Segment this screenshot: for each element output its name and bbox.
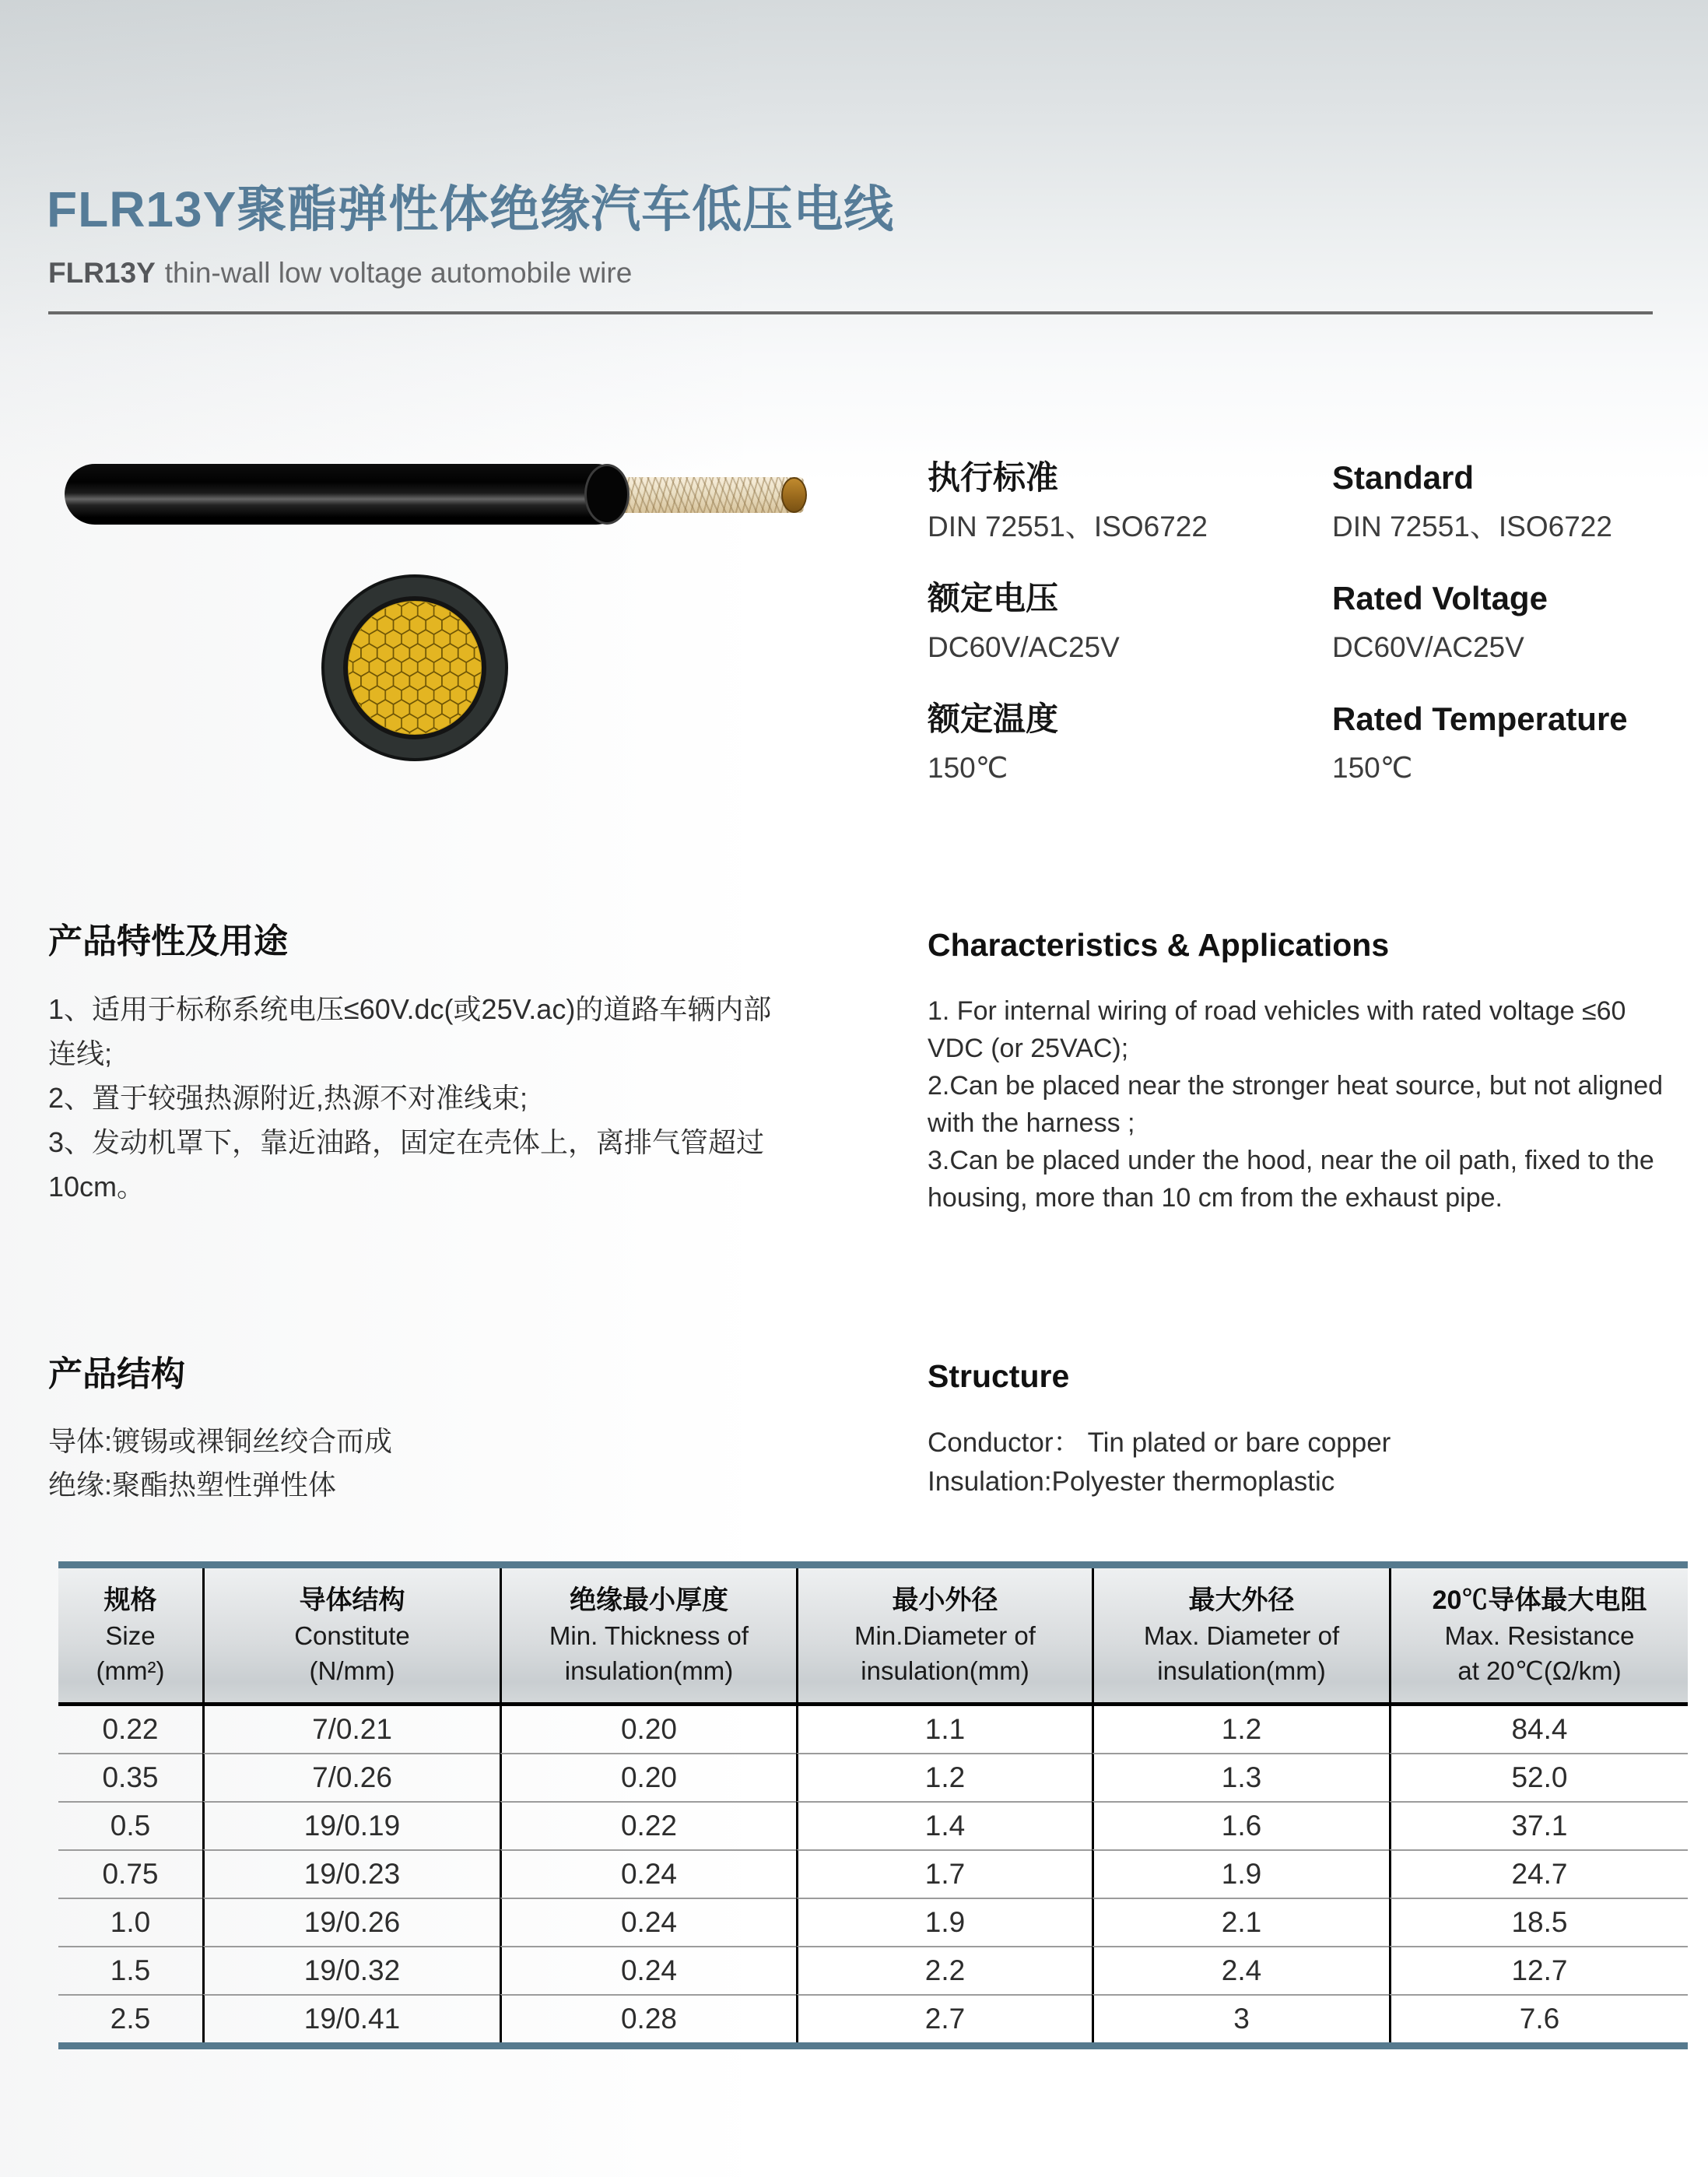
cell-max-diameter: 1.3 [1092,1753,1389,1801]
col-header-unit: at 20℃(Ω/km) [1457,1656,1622,1685]
table-row [58,1801,1688,1849]
spec-label-temperature-zh: 额定温度 [928,700,1059,737]
cell-max-diameter: 2.1 [1092,1898,1389,1946]
cell-max-resistance: 18.5 [1389,1898,1688,1946]
features-section-en [928,928,1706,1217]
features-zh-line: 连线; [48,1038,113,1070]
cell-size: 0.35 [58,1753,202,1801]
subtitle-text: thin-wall low voltage automobile wire [164,257,633,289]
features-heading-zh: 产品特性及用途 [48,922,288,960]
wire-conductor-strands [609,477,804,513]
col-header-en: Size [105,1620,156,1650]
spec-value-temperature-en: 150℃ [1332,751,1413,784]
cell-constitute: 19/0.32 [202,1946,500,1994]
cell-constitute: 7/0.26 [202,1753,500,1801]
cell-constitute: 19/0.26 [202,1898,500,1946]
col-header-max-diameter [1092,1568,1389,1706]
structure-section-en [928,1359,1391,1501]
spec-block-en [1332,461,1708,823]
col-header-en: Min. Thickness of [549,1620,749,1650]
col-header-size [58,1568,202,1706]
cell-max-resistance: 84.4 [1389,1706,1688,1753]
cell-max-diameter: 1.9 [1092,1849,1389,1898]
col-header-constitute [202,1568,500,1706]
table-row [58,1849,1688,1898]
cell-min-thickness: 0.20 [500,1706,796,1753]
cell-size: 2.5 [58,1994,202,2042]
header-divider [48,311,1653,314]
cell-min-thickness: 0.28 [500,1994,796,2042]
col-header-zh: 规格 [103,1585,157,1615]
features-en-line: housing, more than 10 cm from the exhaust pipe. [928,1183,1503,1213]
structure-zh-line: 绝缘:聚酯热塑性弹性体 [48,1469,337,1501]
features-en-line: with the harness ; [928,1108,1135,1139]
cell-size: 0.22 [102,1713,159,1745]
cell-min-diameter: 2.2 [796,1946,1092,1994]
cell-max-resistance: 7.6 [1389,1994,1688,2042]
features-en-line: 2.Can be placed near the stronger heat source, but not aligned [928,1071,1664,1101]
cell-max-resistance: 24.7 [1389,1849,1688,1898]
wire-jacket-end-cap [584,464,630,525]
cell-min-thickness: 0.24 [500,1849,796,1898]
cell-max-diameter: 1.6 [1092,1801,1389,1849]
col-header-min-diameter [796,1568,1092,1706]
cell-constitute: 19/0.41 [202,1994,500,2042]
table-row [58,1753,1688,1801]
cell-min-diameter: 1.4 [796,1801,1092,1849]
cell-size: 0.75 [58,1849,202,1898]
cell-min-thickness: 0.24 [500,1946,796,1994]
cell-min-diameter: 1.7 [796,1849,1092,1898]
features-heading-en: Characteristics & Applications [928,927,1390,963]
col-header-en: Max. Resistance [1444,1620,1635,1650]
structure-zh-line: 导体:镀锡或裸铜丝绞合而成 [48,1425,393,1458]
cell-max-diameter: 1.2 [1092,1706,1389,1753]
col-header-en: Constitute [294,1620,410,1650]
cell-min-diameter: 1.9 [796,1898,1092,1946]
spec-label-voltage-en: Rated Voltage [1332,579,1548,616]
cell-min-diameter: 1.1 [796,1706,1092,1753]
cell-max-resistance: 52.0 [1389,1753,1688,1801]
structure-en-line: Conductor： Tin plated or bare copper [928,1427,1391,1459]
subtitle-model: FLR13Y [48,257,156,289]
col-header-max-resistance [1389,1568,1688,1706]
col-header-zh: 绝缘最小厚度 [570,1585,728,1615]
table-row [58,1946,1688,1994]
table-row [58,1994,1688,2042]
features-en-line: 1. For internal wiring of road vehicles with rated voltage ≤60 [928,996,1626,1027]
spec-table [58,1561,1688,2049]
col-header-zh: 最小外径 [892,1585,998,1615]
spec-value-temperature-zh: 150℃ [928,751,1008,784]
spec-label-standard-zh: 执行标准 [928,459,1059,496]
cell-size: 1.5 [58,1946,202,1994]
features-en-line: VDC (or 25VAC); [928,1034,1129,1064]
spec-label-temperature-en: Rated Temperature [1332,700,1628,737]
col-header-min-thickness [500,1568,796,1706]
wire-copper-tip [781,477,807,513]
cell-max-resistance: 12.7 [1389,1946,1688,1994]
col-header-unit: (N/mm) [309,1656,395,1685]
cell-min-diameter: 1.2 [796,1753,1092,1801]
col-header-unit: insulation(mm) [564,1656,734,1685]
structure-heading-en: Structure [928,1358,1070,1394]
col-header-unit: insulation(mm) [861,1656,1029,1685]
wire-black-jacket [65,464,626,525]
col-header-en: Min.Diameter of [854,1620,1036,1650]
features-section-zh [48,923,771,1209]
cell-size: 1.0 [58,1898,202,1946]
cell-min-thickness: 0.20 [500,1753,796,1801]
spec-value-standard-zh: DIN 72551、ISO6722 [928,511,1208,543]
cross-section-diagram [321,574,509,762]
features-zh-line: 3、发动机罩下，靠近油路，固定在壳体上，离排气管超过 [48,1126,765,1159]
spec-label-standard-en: Standard [1332,459,1475,496]
spec-value-standard-en: DIN 72551、ISO6722 [1332,511,1612,543]
cell-min-thickness: 0.24 [500,1898,796,1946]
table-row [58,1898,1688,1946]
features-en-line: 3.Can be placed under the hood, near the oil path, fixed to the [928,1146,1654,1176]
table-row [58,1706,1688,1753]
col-header-zh: 导体结构 [299,1585,405,1615]
table-header-row [58,1568,1688,1706]
cell-max-diameter: 2.4 [1092,1946,1389,1994]
spec-value-voltage-en: DC60V/AC25V [1332,631,1524,664]
col-header-unit: insulation(mm) [1157,1656,1326,1685]
col-header-en: Max. Diameter of [1143,1620,1340,1650]
cell-constitute: 7/0.21 [202,1706,500,1753]
spec-label-voltage-zh: 额定电压 [928,579,1059,616]
cell-max-diameter: 3 [1092,1994,1389,2042]
page-subtitle [48,257,632,290]
cell-constitute: 19/0.19 [202,1801,500,1849]
spec-value-voltage-zh: DC60V/AC25V [928,631,1120,664]
structure-en-line: Insulation:Polyester thermoplastic [928,1466,1335,1498]
col-header-zh: 最大外径 [1188,1585,1295,1615]
cell-min-thickness: 0.22 [500,1801,796,1849]
features-zh-line: 1、适用于标称系统电压≤60V.dc(或25V.ac)的道路车辆内部 [48,993,772,1026]
cell-min-diameter: 2.7 [796,1994,1092,2042]
features-zh-line: 10cm。 [48,1171,146,1203]
spec-block-zh [928,461,1363,823]
col-header-unit: (mm²) [96,1656,165,1685]
page-title: FLR13Y聚酯弹性体绝缘汽车低压电线 [47,181,895,237]
cell-constitute: 19/0.23 [202,1849,500,1898]
col-header-zh: 20℃导体最大电阻 [1432,1585,1647,1615]
cell-max-resistance: 37.1 [1389,1801,1688,1849]
cell-size: 0.5 [58,1801,202,1849]
structure-heading-zh: 产品结构 [48,1355,185,1393]
structure-section-zh [48,1356,392,1507]
features-zh-line: 2、置于较强热源附近,热源不对准线束; [48,1082,528,1115]
wire-photo [65,464,812,529]
